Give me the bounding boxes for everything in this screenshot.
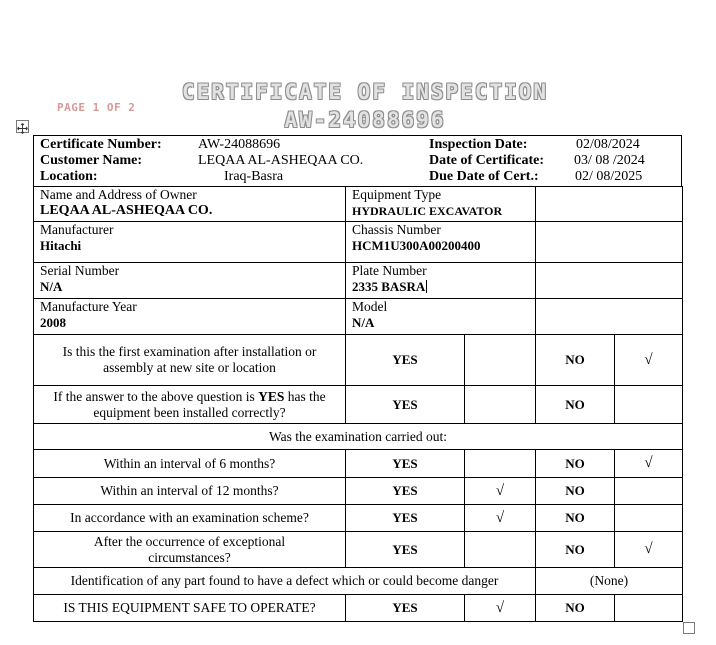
certificate-code-title: AW-24088696 [284,108,446,132]
owner-value: LEQAA AL-ASHEQAA CO. [40,203,213,218]
question-row-installed [34,386,683,424]
year-row [34,299,683,335]
due-date-label: Due Date of Cert.: [429,169,539,184]
no-tick-cell[interactable] [615,478,683,505]
question-row-exceptional [34,532,683,568]
section-row [34,424,683,450]
manufacturer-label: Manufacturer [40,222,114,237]
year-value: 2008 [40,315,66,330]
no-label: NO [536,450,615,478]
manufacturer-row [34,222,683,263]
plate-value: 2335 BASRA [352,279,426,294]
question-installed: If the answer to the above question is YES has the equipment been installed correctly? [34,386,346,424]
defect-question: Identification of any part found to have a defect which or could become danger [34,568,536,595]
no-label: NO [536,335,615,386]
yes-label: YES [346,450,465,478]
inspection-date-value: 02/08/2024 [576,137,640,152]
question-safe: IS THIS EQUIPMENT SAFE TO OPERATE? [34,595,346,622]
equipment-type-cell[interactable] [346,187,536,222]
yes-label: YES [346,386,465,424]
serial-label: Serial Number [40,263,120,278]
yes-label: YES [346,505,465,532]
customer-label: Customer Name: [40,153,142,168]
chassis-label: Chassis Number [352,222,441,237]
yes-tick-cell[interactable] [465,450,536,478]
no-label: NO [536,595,615,622]
defect-row [34,568,683,595]
date-of-certificate-label: Date of Certificate: [429,153,545,168]
question-row-12-months [34,478,683,505]
model-cell[interactable] [346,299,536,335]
certificate-title: CERTIFICATE OF INSPECTION [181,80,549,104]
due-date-value: 02/ 08/2025 [575,169,643,184]
no-tick-cell[interactable]: √ [615,450,683,478]
yes-tick-cell[interactable]: √ [465,505,536,532]
serial-cell[interactable] [34,263,346,299]
no-label: NO [536,505,615,532]
question-6-months: Within an interval of 6 months? [34,450,346,478]
plate-cell[interactable] [346,263,536,299]
no-tick-cell[interactable] [615,505,683,532]
model-value: N/A [352,315,375,330]
customer-value: LEQAA AL-ASHEQAA CO. [198,153,364,168]
chassis-cell[interactable] [346,222,536,263]
no-tick-cell[interactable] [615,386,683,424]
plate-value-line [352,279,529,295]
owner-row [34,187,683,222]
serial-value: N/A [40,279,63,294]
equipment-type-blank [536,187,683,222]
owner-label: Name and Address of Owner [40,187,197,202]
location-label: Location: [40,169,98,184]
yes-tick-cell[interactable] [465,335,536,386]
no-label: NO [536,532,615,568]
model-label: Model [352,299,388,314]
cert-number-value: AW-24088696 [198,137,281,152]
table-resize-handle[interactable] [683,622,695,634]
yes-tick-cell[interactable] [465,532,536,568]
question-12-months: Within an interval of 12 months? [34,478,346,505]
location-value: Iraq-Basra [224,169,284,184]
no-tick-cell[interactable]: √ [615,532,683,568]
text-cursor [426,280,427,293]
yes-label: YES [346,595,465,622]
serial-row [34,263,683,299]
defect-value[interactable]: (None) [536,568,683,595]
yes-tick-cell[interactable] [465,386,536,424]
no-tick-cell[interactable]: √ [615,335,683,386]
page-label: PAGE 1 OF 2 [57,101,136,114]
year-cell[interactable] [34,299,346,335]
date-of-certificate-value: 03/ 08 /2024 [574,153,645,168]
equipment-type-value: HYDRAULIC EXCAVATOR [352,204,503,218]
question-row-scheme [34,505,683,532]
table-move-handle[interactable] [16,120,29,133]
year-label: Manufacture Year [40,299,137,314]
yes-label: YES [346,532,465,568]
yes-tick-cell[interactable]: √ [465,478,536,505]
manufacturer-value: Hitachi [40,238,82,253]
cert-number-label: Certificate Number: [40,137,162,152]
chassis-value: HCM1U300A00200400 [352,238,481,253]
yes-label: YES [346,335,465,386]
question-first-exam: Is this the first examination after installation or assembly at new site or location [34,335,346,386]
no-label: NO [536,386,615,424]
move-icon [17,123,28,134]
safe-row [34,595,683,622]
manufacturer-cell[interactable] [34,222,346,263]
model-blank [536,299,683,335]
examination-section-heading: Was the examination carried out: [34,424,683,450]
plate-blank [536,263,683,299]
no-label: NO [536,478,615,505]
question-row-6-months [34,450,683,478]
yes-tick-cell[interactable]: √ [465,595,536,622]
inspection-table [33,186,683,622]
question-row-first-exam [34,335,683,386]
certificate-header [33,135,682,187]
plate-label: Plate Number [352,263,427,278]
owner-cell[interactable] [34,187,346,222]
no-tick-cell[interactable] [615,595,683,622]
chassis-blank [536,222,683,263]
question-scheme: In accordance with an examination scheme? [34,505,346,532]
yes-label: YES [346,478,465,505]
question-exceptional: After the occurrence of exceptional circumstances? [34,532,346,568]
equipment-type-label: Equipment Type [352,187,442,202]
inspection-date-label: Inspection Date: [429,137,528,152]
